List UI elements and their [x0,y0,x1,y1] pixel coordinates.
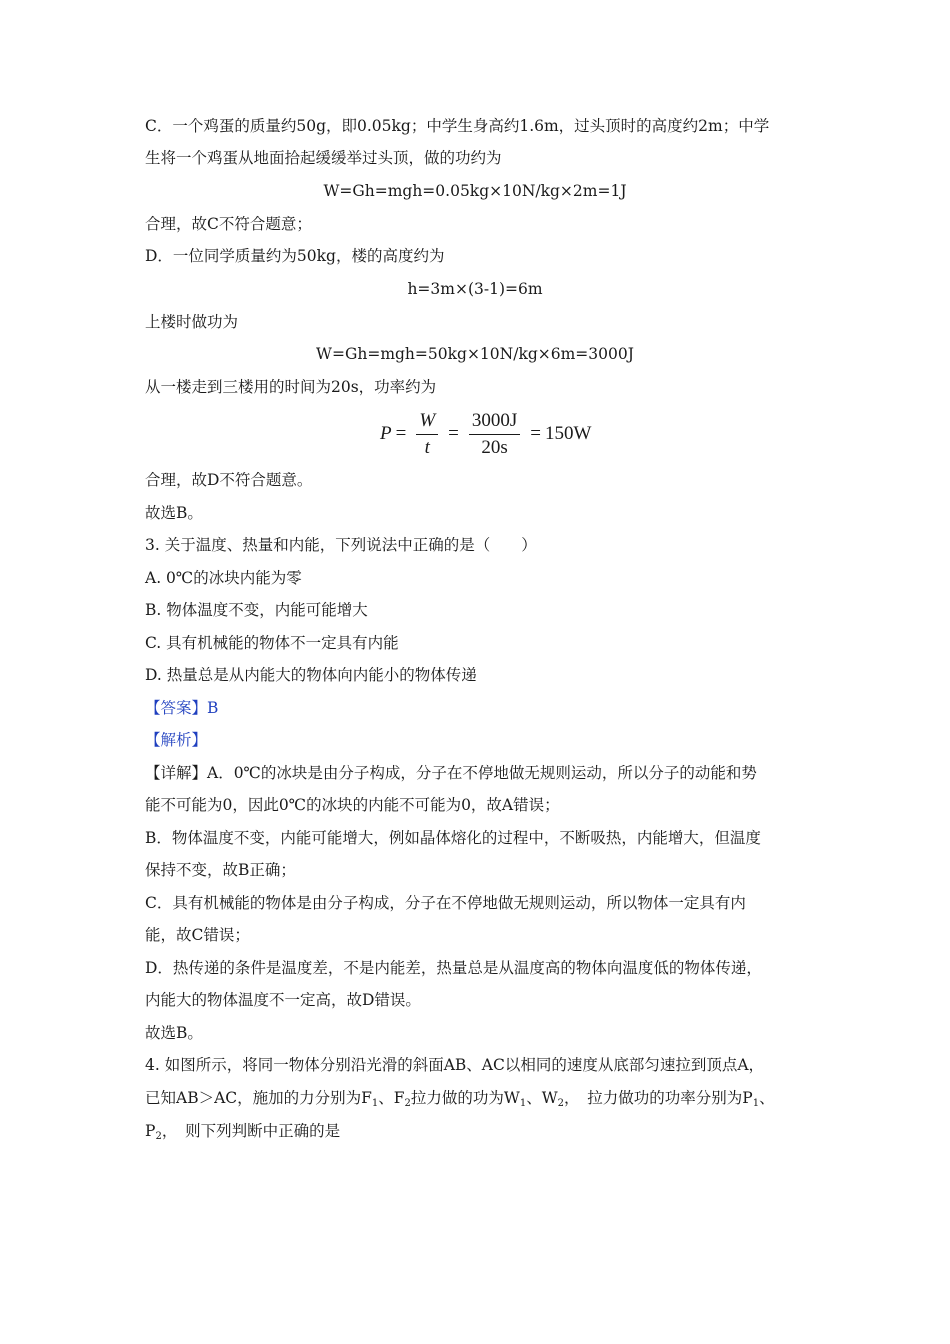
text-span: 已知AB＞AC，施加的力分别为F [145,1089,372,1107]
text-line: 合理，故C不符合题意； [145,215,312,233]
text-line: 能，故C错误； [145,926,250,944]
subscript: 1 [519,1098,527,1109]
text-line: 保持不变，故B正确； [145,861,296,879]
equation-line: W=Gh=mgh=50kg×10N/kg×6m=3000J [316,345,634,363]
text-line: 从一楼走到三楼用的时间为20s，功率约为 [145,378,437,396]
text-line: 故选B。 [145,1024,203,1042]
text-line: 能不可能为0，因此0℃的冰块的内能不可能为0，故A错误； [145,796,560,814]
text-line: 【详解】A．0℃的冰块是由分子构成，分子在不停地做无规则运动，所以分子的动能和势 [145,764,757,782]
fraction [469,410,520,459]
text-line: 生将一个鸡蛋从地面拾起缓缓举过头顶，做的功约为 [145,149,502,167]
formula-result: 150W [545,423,592,444]
formula-symbol: P [380,423,392,444]
question-stem: 3. 关于温度、热量和内能，下列说法中正确的是（ ） [145,536,537,554]
question-stem-line2 [145,1087,825,1109]
text-span: 、F [378,1089,405,1107]
equation-line: h=3m×(3-1)=6m [407,280,543,298]
power-formula [380,410,591,458]
option-a: A. 0℃的冰块内能为零 [145,569,302,587]
option-d: D. 热量总是从内能大的物体向内能小的物体传递 [145,666,477,684]
text-line: D．热传递的条件是温度差，不是内能差，热量总是从温度高的物体向温度低的物体传递， [145,959,762,977]
fraction-denominator: t [424,436,430,458]
fraction [416,410,438,459]
subscript: 2 [155,1131,162,1142]
question-stem: 4. 如图所示，将同一物体分别沿光滑的斜面AB、AC以相同的速度从底部匀速拉到顶点A， [145,1056,765,1074]
text-line: 内能大的物体温度不一定高，故D错误。 [145,991,421,1009]
fraction-numerator: W [416,410,438,435]
analysis-label: 【解析】 [145,731,208,749]
text-span: ， 则下列判断中正确的是 [161,1122,341,1140]
formula-operator: = [530,423,541,444]
option-c: C. 具有机械能的物体不一定具有内能 [145,634,399,652]
text-line: D．一位同学质量约为50kg，楼的高度约为 [145,247,445,265]
formula-operator: = [448,423,459,444]
text-span: ， 拉力做功的功率分别为P [564,1089,753,1107]
text-line: 故选B。 [145,504,203,522]
text-span: 拉力做的功为W [410,1089,520,1107]
text-line: B．物体温度不变，内能可能增大，例如晶体熔化的过程中，不断吸热，内能增大，但温度 [145,829,761,847]
text-span: 、 [759,1089,775,1107]
text-line: C．一个鸡蛋的质量约50g，即0.05kg；中学生身高约1.6m，过头顶时的高度约2m；中学 [145,117,770,135]
text-line: C．具有机械能的物体是由分子构成，分子在不停地做无规则运动，所以物体一定具有内 [145,894,746,912]
subscript: 1 [752,1098,760,1109]
fraction-denominator: 20s [481,436,508,458]
answer-label: 【答案】B [145,699,219,717]
option-b: B. 物体温度不变，内能可能增大 [145,601,368,619]
subscript: 2 [557,1098,565,1109]
question-stem-line3 [145,1120,825,1142]
subscript: 1 [371,1098,379,1109]
formula-operator: = [395,423,407,444]
text-span: P [145,1122,156,1140]
text-line: 合理，故D不符合题意。 [145,471,313,489]
text-line: 上楼时做功为 [145,313,239,331]
subscript: 2 [404,1098,411,1109]
equation-line: W=Gh=mgh=0.05kg×10N/kg×2m=1J [323,182,627,200]
text-span: 、W [526,1089,558,1107]
fraction-numerator: 3000J [469,410,520,435]
